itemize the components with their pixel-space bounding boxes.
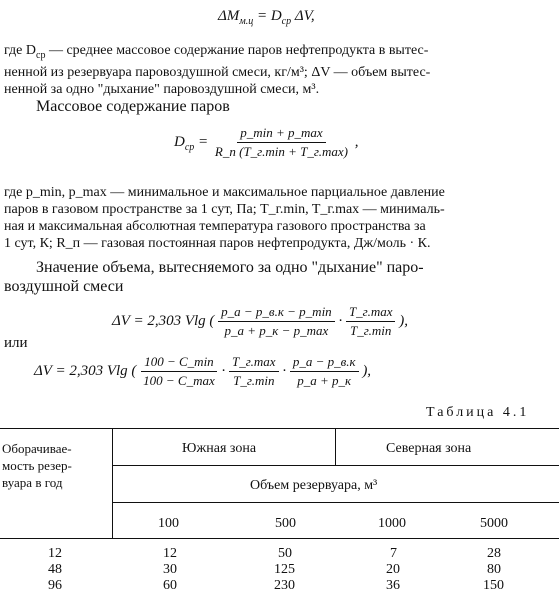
formula-dcp-denominator: R_п (T_г.min + T_г.max): [214, 144, 348, 159]
cell-turnover: 12: [48, 546, 62, 561]
heading-mass-content: Массовое содержание паров: [36, 98, 230, 115]
formula-rhs-sub: ср: [281, 16, 292, 27]
table-row: [0, 545, 559, 562]
cell-turnover: 48: [48, 562, 62, 577]
heading-volume-line1: Значение объема, вытесняемого за одно "дыхание" паро-: [36, 259, 424, 276]
cell-value: 60: [163, 578, 177, 593]
volume-col-500: 500: [275, 516, 296, 531]
para2-line1: где p_min, p_max — минимальное и максимальное парциальное давление: [4, 185, 445, 200]
volume-col-100: 100: [158, 516, 179, 531]
cell-value: 150: [483, 578, 504, 593]
table-row: [0, 577, 559, 594]
para1-line1-sub: ср: [36, 49, 46, 61]
cell-value: 50: [278, 546, 292, 561]
cell-value: 125: [274, 562, 295, 577]
formula-dcp-fraction: [212, 125, 351, 160]
row-header-line3: вуара в год: [2, 475, 63, 490]
formula-dv2-fraction1: [140, 354, 218, 389]
table-top-rule: [0, 428, 559, 429]
cell-value: 36: [386, 578, 400, 593]
table-row: [0, 561, 559, 578]
formula-dv1-tail: ),: [399, 312, 408, 329]
formula-dcp-numerator: p_min + p_max: [237, 125, 325, 143]
formula-dv-1: [112, 304, 408, 339]
formula-dcp-lhs-sub: ср: [184, 141, 195, 153]
formula-dv1-frac1-num: p_a − p_в.к − p_min: [218, 304, 335, 322]
formula-dv2-frac3-num: p_a − p_в.к: [290, 354, 359, 372]
formula-dv-2: ΔV = 2,303 Vlg ( $\frac{100 - C\_\min}{100 - C\_\max}$ · $\frac{T\_г.\max}{T\_г.\min}$ · $\frac{p\_a - p\_в.к}{p\_a + p\_к}$ ),: [34, 354, 372, 388]
heading-volume-line2: воздушной смеси: [4, 278, 124, 295]
volume-header: Объем резервуара, м³: [250, 478, 378, 493]
zone-north-header: Северная зона: [386, 441, 472, 456]
formula-dv1-frac1-den: p_a + p_к − p_max: [224, 323, 329, 338]
formula-dv1-fraction2: [346, 304, 396, 339]
formula-dv2-tail: ),: [362, 362, 372, 379]
para1-line1-rest: — среднее массовое содержание паров нефтепродукта в вытес-: [45, 43, 429, 58]
volume-col-5000: 5000: [480, 516, 508, 531]
formula-rhs-var: D: [270, 8, 282, 24]
table-volume-rule: [112, 502, 559, 503]
table-row-header: [2, 440, 72, 491]
formula-dv2-frac1-num: 100 − C_min: [141, 354, 216, 372]
table-first-col-rule: [112, 428, 113, 538]
formula-mass-loss: $\Delta M_{м.ц} = D_{ср}$ ΔV,: [218, 8, 315, 27]
para2-line2: паров в газовом пространстве за 1 сут, Па; T_г.min, T_г.max — минималь-: [4, 202, 445, 217]
formula-dv1-fraction1: [218, 304, 335, 339]
row-header-line2: мость резер-: [2, 458, 72, 473]
para1-line2: ненной из резервуара паровоздушной смеси, кг/м³; ΔV — объем вытес-: [4, 64, 431, 80]
paragraph-pressure-definition: [4, 184, 445, 252]
table-caption: Таблица 4.1: [426, 405, 530, 420]
formula-dv2-frac2-den: T_г.min: [233, 373, 275, 388]
cell-value: 20: [386, 562, 400, 577]
cell-value: 30: [163, 562, 177, 577]
cell-value: 80: [487, 562, 501, 577]
formula-dv2-fraction3: [290, 354, 359, 389]
para2-line4: 1 сут, К; R_п — газовая постоянная паров нефтепродукта, Дж/моль · К.: [4, 236, 431, 251]
volume-col-1000: 1000: [378, 516, 406, 531]
formula-lhs: ΔM: [218, 8, 240, 24]
formula-dcp: $D_{ср}$ = $\frac{p\_\min + p\_\max}{R\_п (T\_г.\min + T\_г.\max)}$ ,: [174, 125, 359, 159]
table-zone-rule: [112, 465, 559, 466]
table-zone-divider: [335, 428, 336, 465]
formula-tail: ΔV,: [294, 8, 315, 24]
row-header-line1: Оборачивае-: [2, 441, 72, 456]
formula-dv2-fraction2: [229, 354, 279, 389]
formula-dv2-frac3-den: p_a + p_к: [297, 373, 352, 388]
para1-line3: ненной за одно "дыхание" паровоздушной смеси, м³.: [4, 81, 320, 97]
formula-dv1-dot: ·: [338, 312, 343, 329]
formula-dv2-frac2-num: T_г.max: [229, 354, 279, 372]
or-word: или: [4, 335, 28, 351]
paragraph-dcp-definition: [4, 42, 430, 98]
formula-dv1-frac2-den: T_г.min: [350, 323, 392, 338]
formula-dcp-tail: ,: [354, 133, 359, 150]
cell-value: 28: [487, 546, 501, 561]
formula-dv1-frac2-num: T_г.max: [346, 304, 396, 322]
cell-value: 230: [274, 578, 295, 593]
formula-lhs-sub: м.ц: [239, 16, 254, 27]
cell-turnover: 96: [48, 578, 62, 593]
formula-dv2-lhs: ΔV = 2,303 Vlg (: [34, 362, 137, 379]
cell-value: 12: [163, 546, 177, 561]
formula-dv2-frac1-den: 100 − C_max: [143, 373, 215, 388]
zone-south-header: Южная зона: [182, 441, 257, 456]
cell-value: 7: [390, 546, 397, 561]
para2-line3: ная и максимальная абсолютная температура газового пространства за: [4, 219, 426, 234]
heading-volume: [4, 258, 424, 296]
table-header-rule: [0, 538, 559, 539]
formula-dv1-lhs: ΔV = 2,303 Vlg (: [112, 312, 215, 329]
formula-dcp-lhs: D: [174, 133, 185, 150]
para1-line1: где D: [4, 43, 36, 58]
